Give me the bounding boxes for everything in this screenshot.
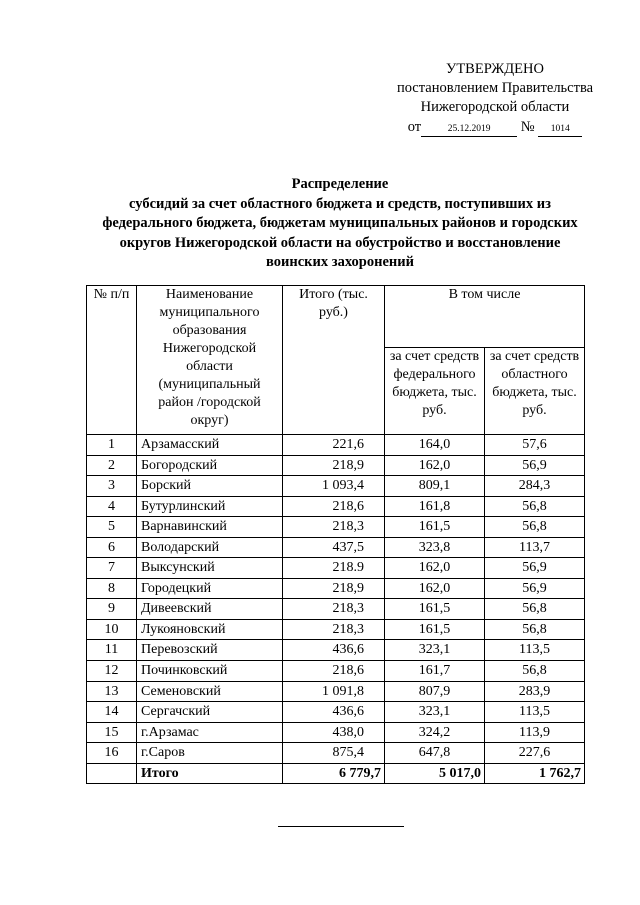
cell-num: 5 [87,517,137,538]
distribution-table [86,285,585,784]
cell-federal: 807,9 [385,681,485,702]
cell-name: Выксунский [137,558,283,579]
cell-name: Дивеевский [137,599,283,620]
cell-total: 218,9 [283,578,385,599]
cell-name: Борский [137,476,283,497]
header-including: В том числе [385,286,585,348]
table-row [87,619,585,640]
cell-total: 437,5 [283,537,385,558]
table-row [87,640,585,661]
cell-total: 218,6 [283,496,385,517]
cell-federal: 161,5 [385,619,485,640]
cell-federal: 161,5 [385,599,485,620]
cell-name: Семеновский [137,681,283,702]
total-cell-name: Итого [137,763,283,784]
table-row [87,681,585,702]
cell-num: 16 [87,743,137,764]
approval-title: УТВЕРЖДЕНО [446,61,544,77]
heading-line-4: округов Нижегородской области на обустройство и восстановление [119,234,561,251]
total-cell-federal: 5 017,0 [385,763,485,784]
cell-name: Лукояновский [137,619,283,640]
table-row [87,517,585,538]
cell-total: 218,3 [283,619,385,640]
heading-line-1: Распределение [291,176,389,192]
header-regional: за счет средств областного бюджета, тыс. руб. [485,348,585,435]
cell-name: г.Арзамас [137,722,283,743]
cell-name: Варнавинский [137,517,283,538]
cell-num: 15 [87,722,137,743]
cell-federal: 162,0 [385,558,485,579]
cell-regional: 56,8 [485,496,585,517]
table-row [87,558,585,579]
table-row [87,599,585,620]
cell-federal: 323,8 [385,537,485,558]
cell-name: г.Саров [137,743,283,764]
table-row [87,496,585,517]
cell-regional: 283,9 [485,681,585,702]
table-row [87,702,585,723]
cell-regional: 56,8 [485,661,585,682]
footer-divider [278,826,404,827]
cell-num: 2 [87,455,137,476]
cell-total: 875,4 [283,743,385,764]
cell-total: 218,6 [283,661,385,682]
cell-regional: 113,5 [485,640,585,661]
table-row [87,435,585,456]
cell-num: 11 [87,640,137,661]
cell-federal: 323,1 [385,702,485,723]
cell-name: Городецкий [137,578,283,599]
cell-num: 4 [87,496,137,517]
cell-name: Перевозский [137,640,283,661]
cell-regional: 113,9 [485,722,585,743]
document-heading [60,175,620,273]
cell-federal: 323,1 [385,640,485,661]
cell-federal: 162,0 [385,455,485,476]
cell-total: 1 093,4 [283,476,385,497]
total-cell-total: 6 779,7 [283,763,385,784]
cell-total: 218,9 [283,455,385,476]
cell-federal: 161,8 [385,496,485,517]
cell-total: 1 091,8 [283,681,385,702]
header-federal: за счет средств федерального бюджета, тыс. руб. [385,348,485,435]
number-label: № [520,119,535,135]
total-cell-regional: 1 762,7 [485,763,585,784]
table-row [87,476,585,497]
cell-name: Богородский [137,455,283,476]
cell-regional: 113,7 [485,537,585,558]
cell-federal: 809,1 [385,476,485,497]
heading-line-3: федерального бюджета, бюджетам муниципальных районов и городских [102,215,578,231]
cell-regional: 57,6 [485,435,585,456]
cell-num: 7 [87,558,137,579]
cell-regional: 56,9 [485,578,585,599]
cell-name: Сергачский [137,702,283,723]
header-num: № п/п [87,286,137,435]
cell-federal: 647,8 [385,743,485,764]
heading-line-2: субсидий за счет областного бюджета и средств, поступивших из [129,195,551,212]
cell-num: 6 [87,537,137,558]
cell-num: 13 [87,681,137,702]
cell-federal: 164,0 [385,435,485,456]
from-label: от [407,119,422,135]
cell-num: 12 [87,661,137,682]
cell-num: 1 [87,435,137,456]
cell-regional: 227,6 [485,743,585,764]
cell-regional: 56,8 [485,619,585,640]
table-row [87,578,585,599]
cell-regional: 56,9 [485,455,585,476]
cell-name: Володарский [137,537,283,558]
cell-total: 221,6 [283,435,385,456]
cell-federal: 324,2 [385,722,485,743]
cell-total: 436,6 [283,640,385,661]
cell-num: 8 [87,578,137,599]
cell-total: 218.9 [283,558,385,579]
heading-line-5: воинских захоронений [266,254,414,270]
cell-regional: 284,3 [485,476,585,497]
cell-num: 14 [87,702,137,723]
table-row [87,743,585,764]
approval-date: 25.12.2019 [421,123,517,137]
cell-name: Починковский [137,661,283,682]
table-row [87,661,585,682]
cell-regional: 56,8 [485,599,585,620]
cell-name: Бутурлинский [137,496,283,517]
cell-federal: 161,5 [385,517,485,538]
table-row [87,722,585,743]
cell-regional: 56,8 [485,517,585,538]
total-cell-num [87,763,137,784]
cell-num: 3 [87,476,137,497]
header-name: Наименование муниципального образования Нижегородской области (муниципальный район /городской округ) [137,286,283,435]
approval-date-row [380,118,610,137]
cell-num: 10 [87,619,137,640]
totals-row [87,763,585,784]
approval-line-1: постановлением Правительства [396,80,594,96]
cell-name: Арзамасский [137,435,283,456]
header-total: Итого (тыс. руб.) [283,286,385,435]
cell-regional: 56,9 [485,558,585,579]
approval-number: 1014 [538,123,582,137]
cell-regional: 113,5 [485,702,585,723]
cell-federal: 161,7 [385,661,485,682]
cell-total: 218,3 [283,599,385,620]
table-row [87,455,585,476]
approval-line-2: Нижегородской области [420,99,570,115]
table-body [87,435,585,784]
cell-total: 436,6 [283,702,385,723]
cell-federal: 162,0 [385,578,485,599]
cell-total: 218,3 [283,517,385,538]
approval-block [380,60,610,137]
cell-total: 438,0 [283,722,385,743]
cell-num: 9 [87,599,137,620]
table-row [87,537,585,558]
